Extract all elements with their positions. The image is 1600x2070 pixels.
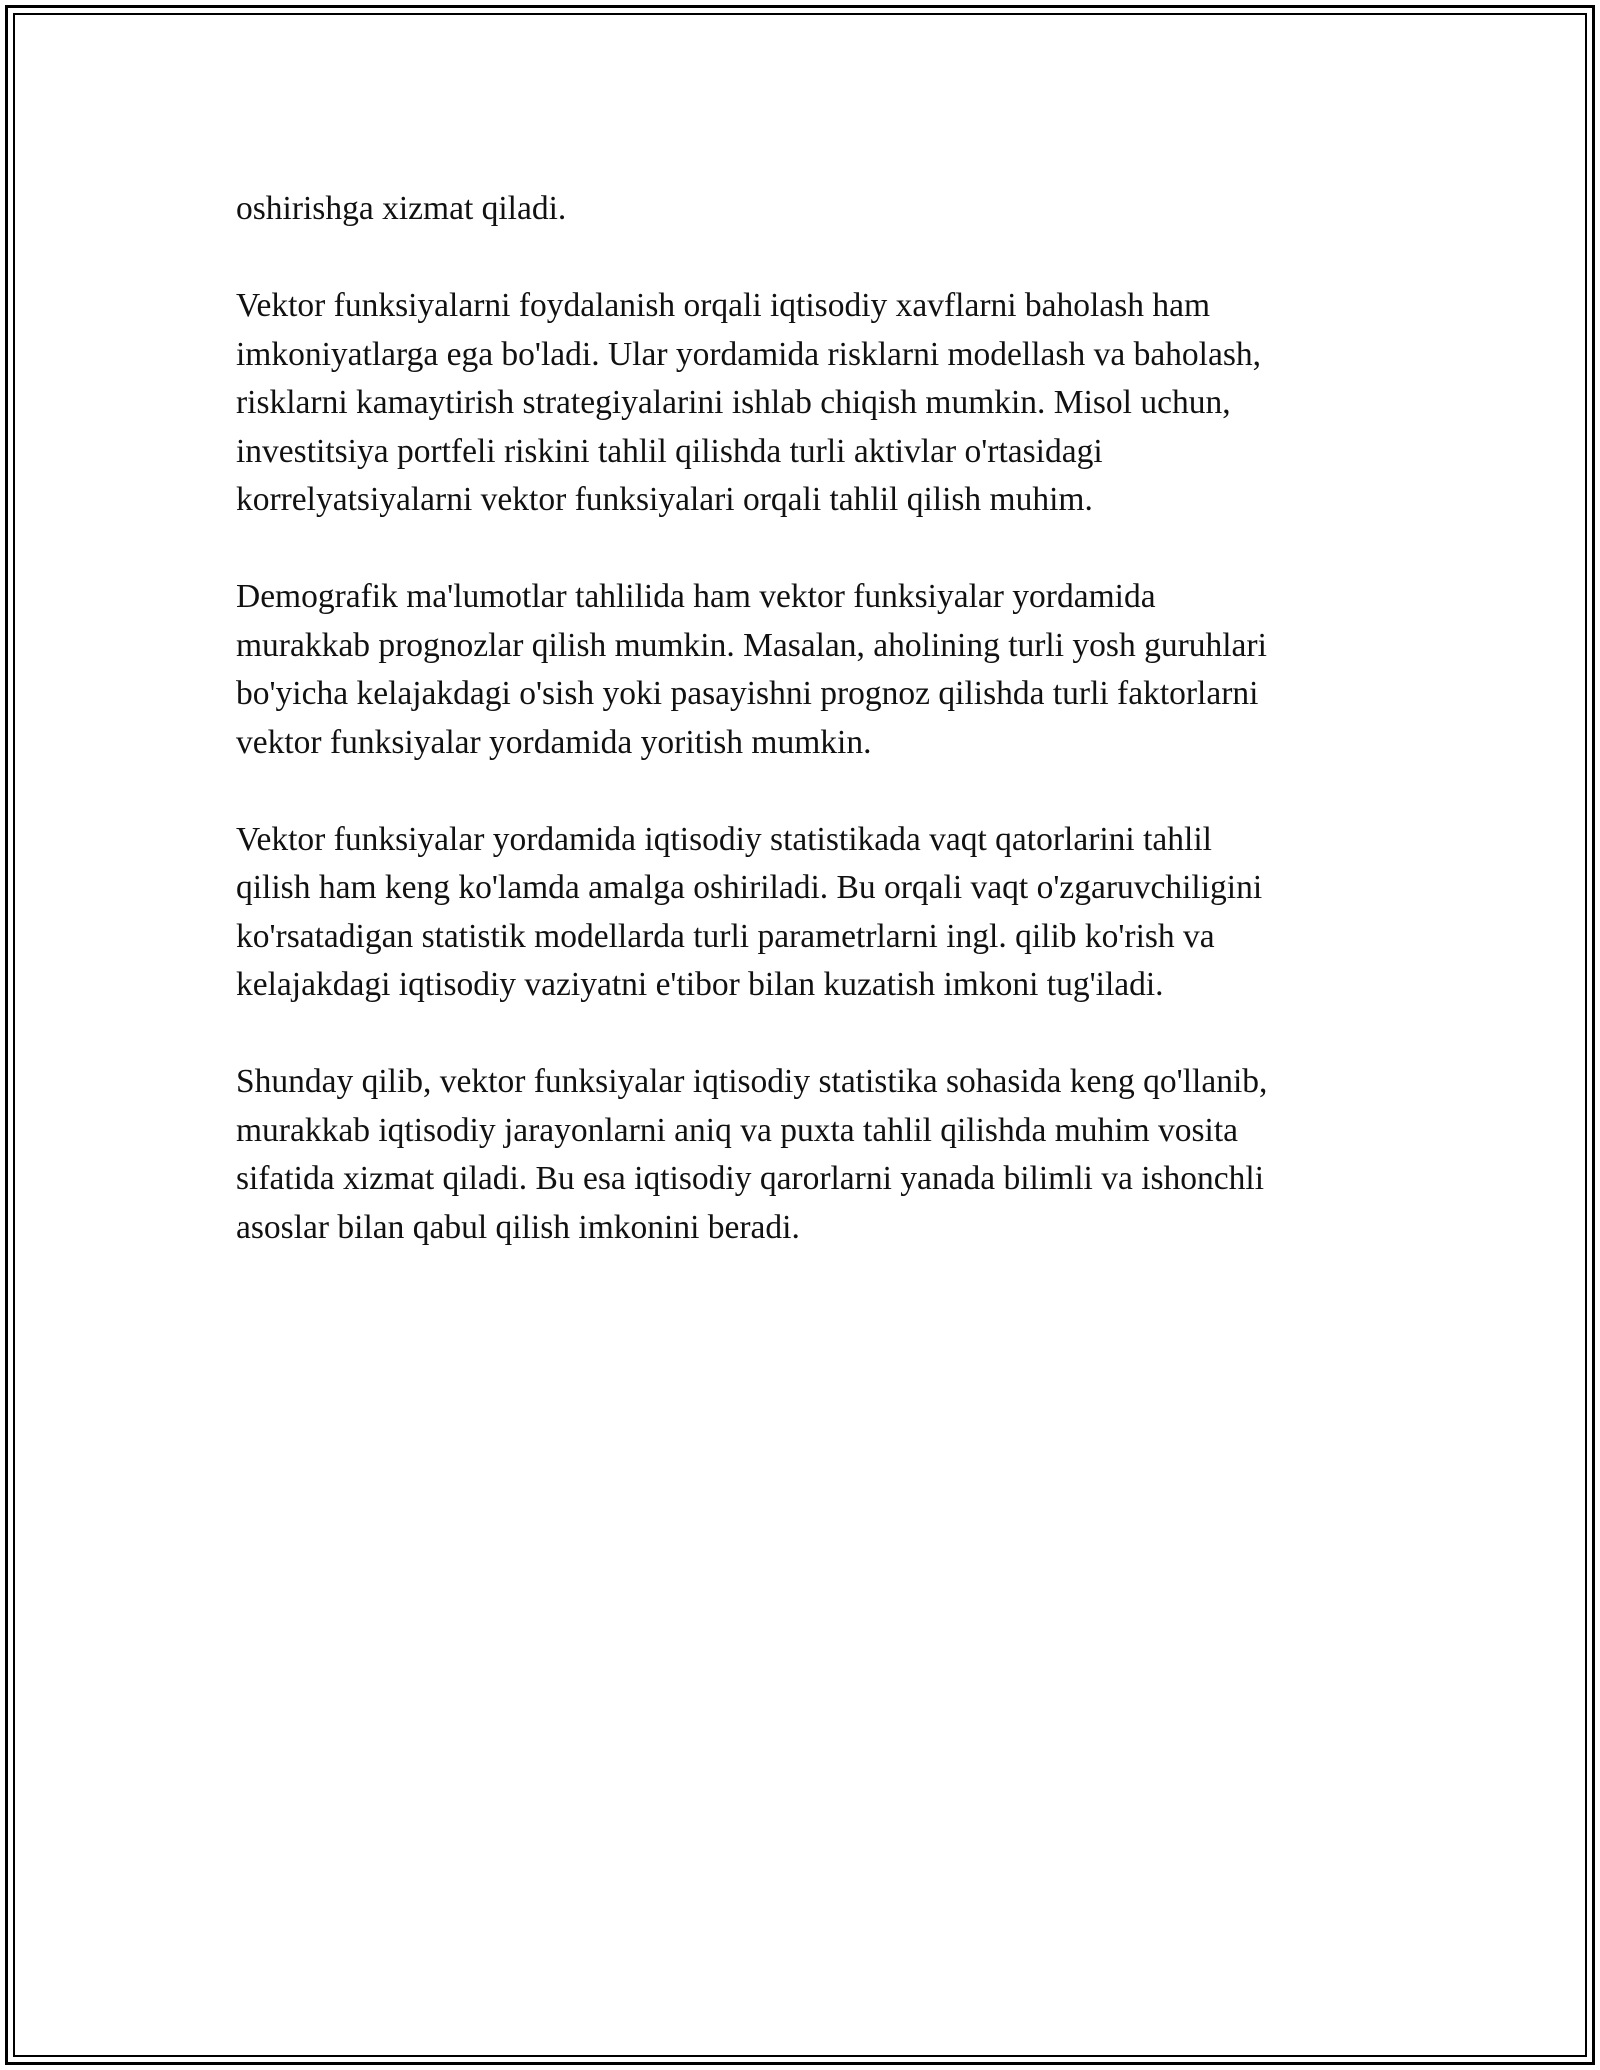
text-line: oshirishga xizmat qiladi.: [236, 190, 567, 227]
text-line: vektor funksiyalar yordamida yoritish mumkin.: [236, 723, 872, 761]
paragraph-demographics: [236, 573, 1376, 767]
text-line: murakkab prognozlar qilish mumkin. Masalan, aholining turli yosh guruhlari: [236, 626, 1267, 664]
text-line: asoslar bilan qabul qilish imkonini beradi.: [236, 1208, 800, 1246]
text-line: imkoniyatlarga ega bo'ladi. Ular yordamida risklarni modellash va baholash,: [236, 335, 1262, 373]
text-line: ko'rsatadigan statistik modellarda turli parametrlarni ingl. qilib ko'rish va: [236, 917, 1215, 955]
text-line: bo'yicha kelajakdagi o'sish yoki pasayishni prognoz qilishda turli faktorlarni: [236, 675, 1259, 712]
page-body: [236, 185, 1376, 1301]
paragraph-conclusion: [236, 1058, 1376, 1252]
paragraph-time-series: [236, 816, 1376, 1010]
paragraph-continuation: [236, 185, 1376, 234]
text-line: korrelyatsiyalarni vektor funksiyalari orqali tahlil qilish muhim.: [236, 481, 1093, 518]
text-line: kelajakdagi iqtisodiy vaziyatni e'tibor bilan kuzatish imkoni tug'iladi.: [236, 966, 1164, 1003]
text-line: Demografik ma'lumotlar tahlilida ham vektor funksiyalar yordamida: [236, 578, 1156, 615]
paragraph-risk-assessment: [236, 282, 1376, 525]
text-line: investitsiya portfeli riskini tahlil qilishda turli aktivlar o'rtasidagi: [236, 432, 1103, 470]
text-line: murakkab iqtisodiy jarayonlarni aniq va puxta tahlil qilishda muhim vosita: [236, 1111, 1239, 1149]
text-line: sifatida xizmat qiladi. Bu esa iqtisodiy qarorlarni yanada bilimli va ishonchli: [236, 1160, 1265, 1197]
text-line: qilish ham keng ko'lamda amalga oshiriladi. Bu orqali vaqt o'zgaruvchiligini: [236, 869, 1263, 906]
text-line: Vektor funksiyalarni foydalanish orqali iqtisodiy xavflarni baholash ham: [236, 287, 1211, 324]
text-line: Vektor funksiyalar yordamida iqtisodiy statistikada vaqt qatorlarini tahlil: [236, 820, 1212, 858]
text-line: risklarni kamaytirish strategiyalarini ishlab chiqish mumkin. Misol uchun,: [236, 384, 1231, 421]
text-line: Shunday qilib, vektor funksiyalar iqtisodiy statistika sohasida keng qo'llanib,: [236, 1063, 1268, 1100]
